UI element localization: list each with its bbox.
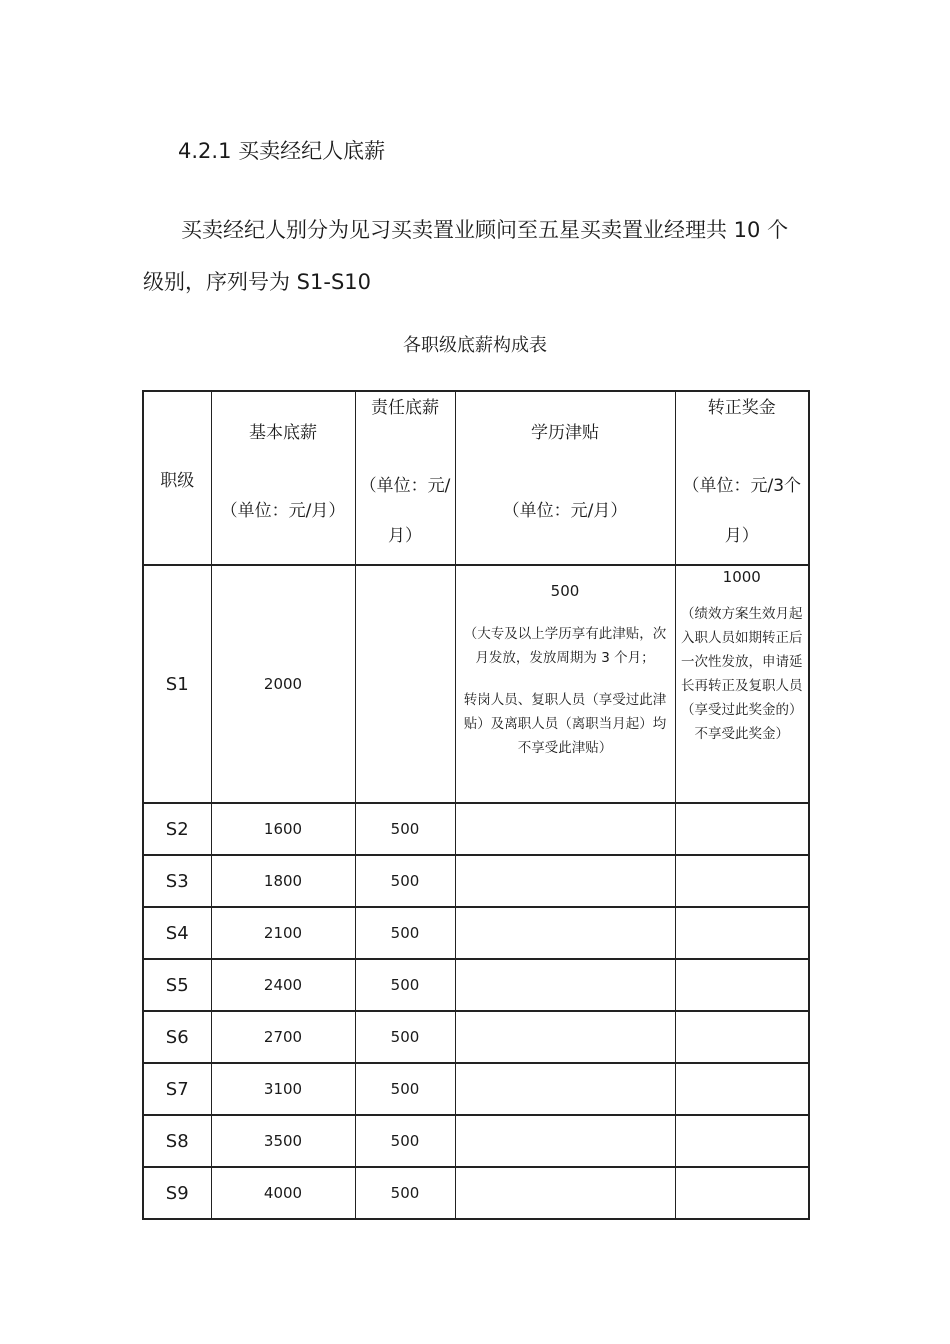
table-row xyxy=(143,1063,809,1115)
header-responsibility-salary-unit: （单位：元/月） xyxy=(359,476,451,546)
table-row xyxy=(143,855,809,907)
cell-level: S1 xyxy=(143,565,211,803)
cell-base-salary: 2000 xyxy=(211,565,355,803)
cell-base-salary: 2100 xyxy=(211,907,355,959)
cell-education-allowance xyxy=(455,1011,675,1063)
cell-responsibility-salary: 500 xyxy=(355,907,455,959)
cell-regularization-bonus xyxy=(675,803,809,855)
cell-responsibility-salary: 500 xyxy=(355,855,455,907)
cell-level: S6 xyxy=(143,1011,211,1063)
education-note-exclusions: 转岗人员、复职人员（享受过此津贴）及离职人员（离职当月起）均不享受此津贴） xyxy=(463,692,667,756)
cell-education-allowance xyxy=(455,1167,675,1219)
education-note-eligibility: （大专及以上学历享有此津贴，次月发放，发放周期为 3 个月； xyxy=(463,626,667,666)
cell-regularization-bonus xyxy=(675,1063,809,1115)
cell-base-salary: 3100 xyxy=(211,1063,355,1115)
cell-responsibility-salary xyxy=(355,565,455,803)
header-education-allowance-label: 学历津贴 xyxy=(531,423,599,443)
cell-responsibility-salary: 500 xyxy=(355,1167,455,1219)
table-header-row xyxy=(143,391,809,565)
header-base-salary-unit: （单位：元/月） xyxy=(220,501,346,521)
header-base-salary-label: 基本底薪 xyxy=(249,423,317,443)
header-regularization-bonus-label: 转正奖金 xyxy=(707,398,776,418)
cell-level: S5 xyxy=(143,959,211,1011)
cell-responsibility-salary: 500 xyxy=(355,959,455,1011)
cell-base-salary: 2400 xyxy=(211,959,355,1011)
header-education-allowance-unit: （单位：元/月） xyxy=(502,501,628,521)
table-row xyxy=(143,1115,809,1167)
table-row xyxy=(143,959,809,1011)
cell-education-allowance xyxy=(455,1115,675,1167)
table-row xyxy=(143,1011,809,1063)
cell-level: S9 xyxy=(143,1167,211,1219)
cell-education-allowance xyxy=(455,959,675,1011)
cell-regularization-bonus xyxy=(675,1011,809,1063)
cell-regularization-bonus xyxy=(675,959,809,1011)
cell-regularization-bonus xyxy=(675,1115,809,1167)
cell-base-salary: 4000 xyxy=(211,1167,355,1219)
cell-education-allowance xyxy=(455,907,675,959)
cell-level: S8 xyxy=(143,1115,211,1167)
cell-responsibility-salary: 500 xyxy=(355,803,455,855)
header-level xyxy=(143,391,211,565)
cell-regularization-bonus xyxy=(675,855,809,907)
cell-base-salary: 1600 xyxy=(211,803,355,855)
header-level-label: 职级 xyxy=(160,470,195,491)
header-regularization-bonus xyxy=(675,391,809,565)
cell-responsibility-salary: 500 xyxy=(355,1115,455,1167)
salary-table xyxy=(142,390,810,1220)
cell-base-salary: 2700 xyxy=(211,1011,355,1063)
cell-level: S4 xyxy=(143,907,211,959)
bonus-amount: 1000 xyxy=(722,568,761,586)
cell-education-allowance xyxy=(455,803,675,855)
cell-level: S7 xyxy=(143,1063,211,1115)
header-responsibility-salary xyxy=(355,391,455,565)
table-row xyxy=(143,565,809,803)
table-row xyxy=(143,907,809,959)
header-responsibility-salary-label: 责任底薪 xyxy=(371,398,439,418)
bonus-note: （绩效方案生效月起入职人员如期转正后一次性发放，申请延长再转正及复职人员（享受过此奖金的）不享受此奖金） xyxy=(681,606,803,742)
cell-responsibility-salary: 500 xyxy=(355,1063,455,1115)
table-row xyxy=(143,803,809,855)
cell-education-allowance xyxy=(455,855,675,907)
cell-regularization-bonus xyxy=(675,907,809,959)
cell-responsibility-salary: 500 xyxy=(355,1011,455,1063)
cell-level: S2 xyxy=(143,803,211,855)
header-education-allowance xyxy=(455,391,675,565)
section-heading: 4.2.1 买卖经纪人底薪 xyxy=(178,139,386,163)
cell-regularization-bonus xyxy=(675,1167,809,1219)
header-regularization-bonus-unit: （单位：元/3个月） xyxy=(682,476,802,546)
education-amount: 500 xyxy=(550,582,580,600)
intro-paragraph: 买卖经纪人别分为见习买卖置业顾问至五星买卖置业经理共 10 个级别，序列号为 S1-S10 xyxy=(143,218,789,294)
cell-level: S3 xyxy=(143,855,211,907)
cell-education-allowance xyxy=(455,1063,675,1115)
header-base-salary xyxy=(211,391,355,565)
cell-education-allowance xyxy=(455,565,675,803)
table-title: 各职级底薪构成表 xyxy=(403,335,547,356)
cell-regularization-bonus xyxy=(675,565,809,803)
cell-base-salary: 1800 xyxy=(211,855,355,907)
cell-base-salary: 3500 xyxy=(211,1115,355,1167)
table-row xyxy=(143,1167,809,1219)
